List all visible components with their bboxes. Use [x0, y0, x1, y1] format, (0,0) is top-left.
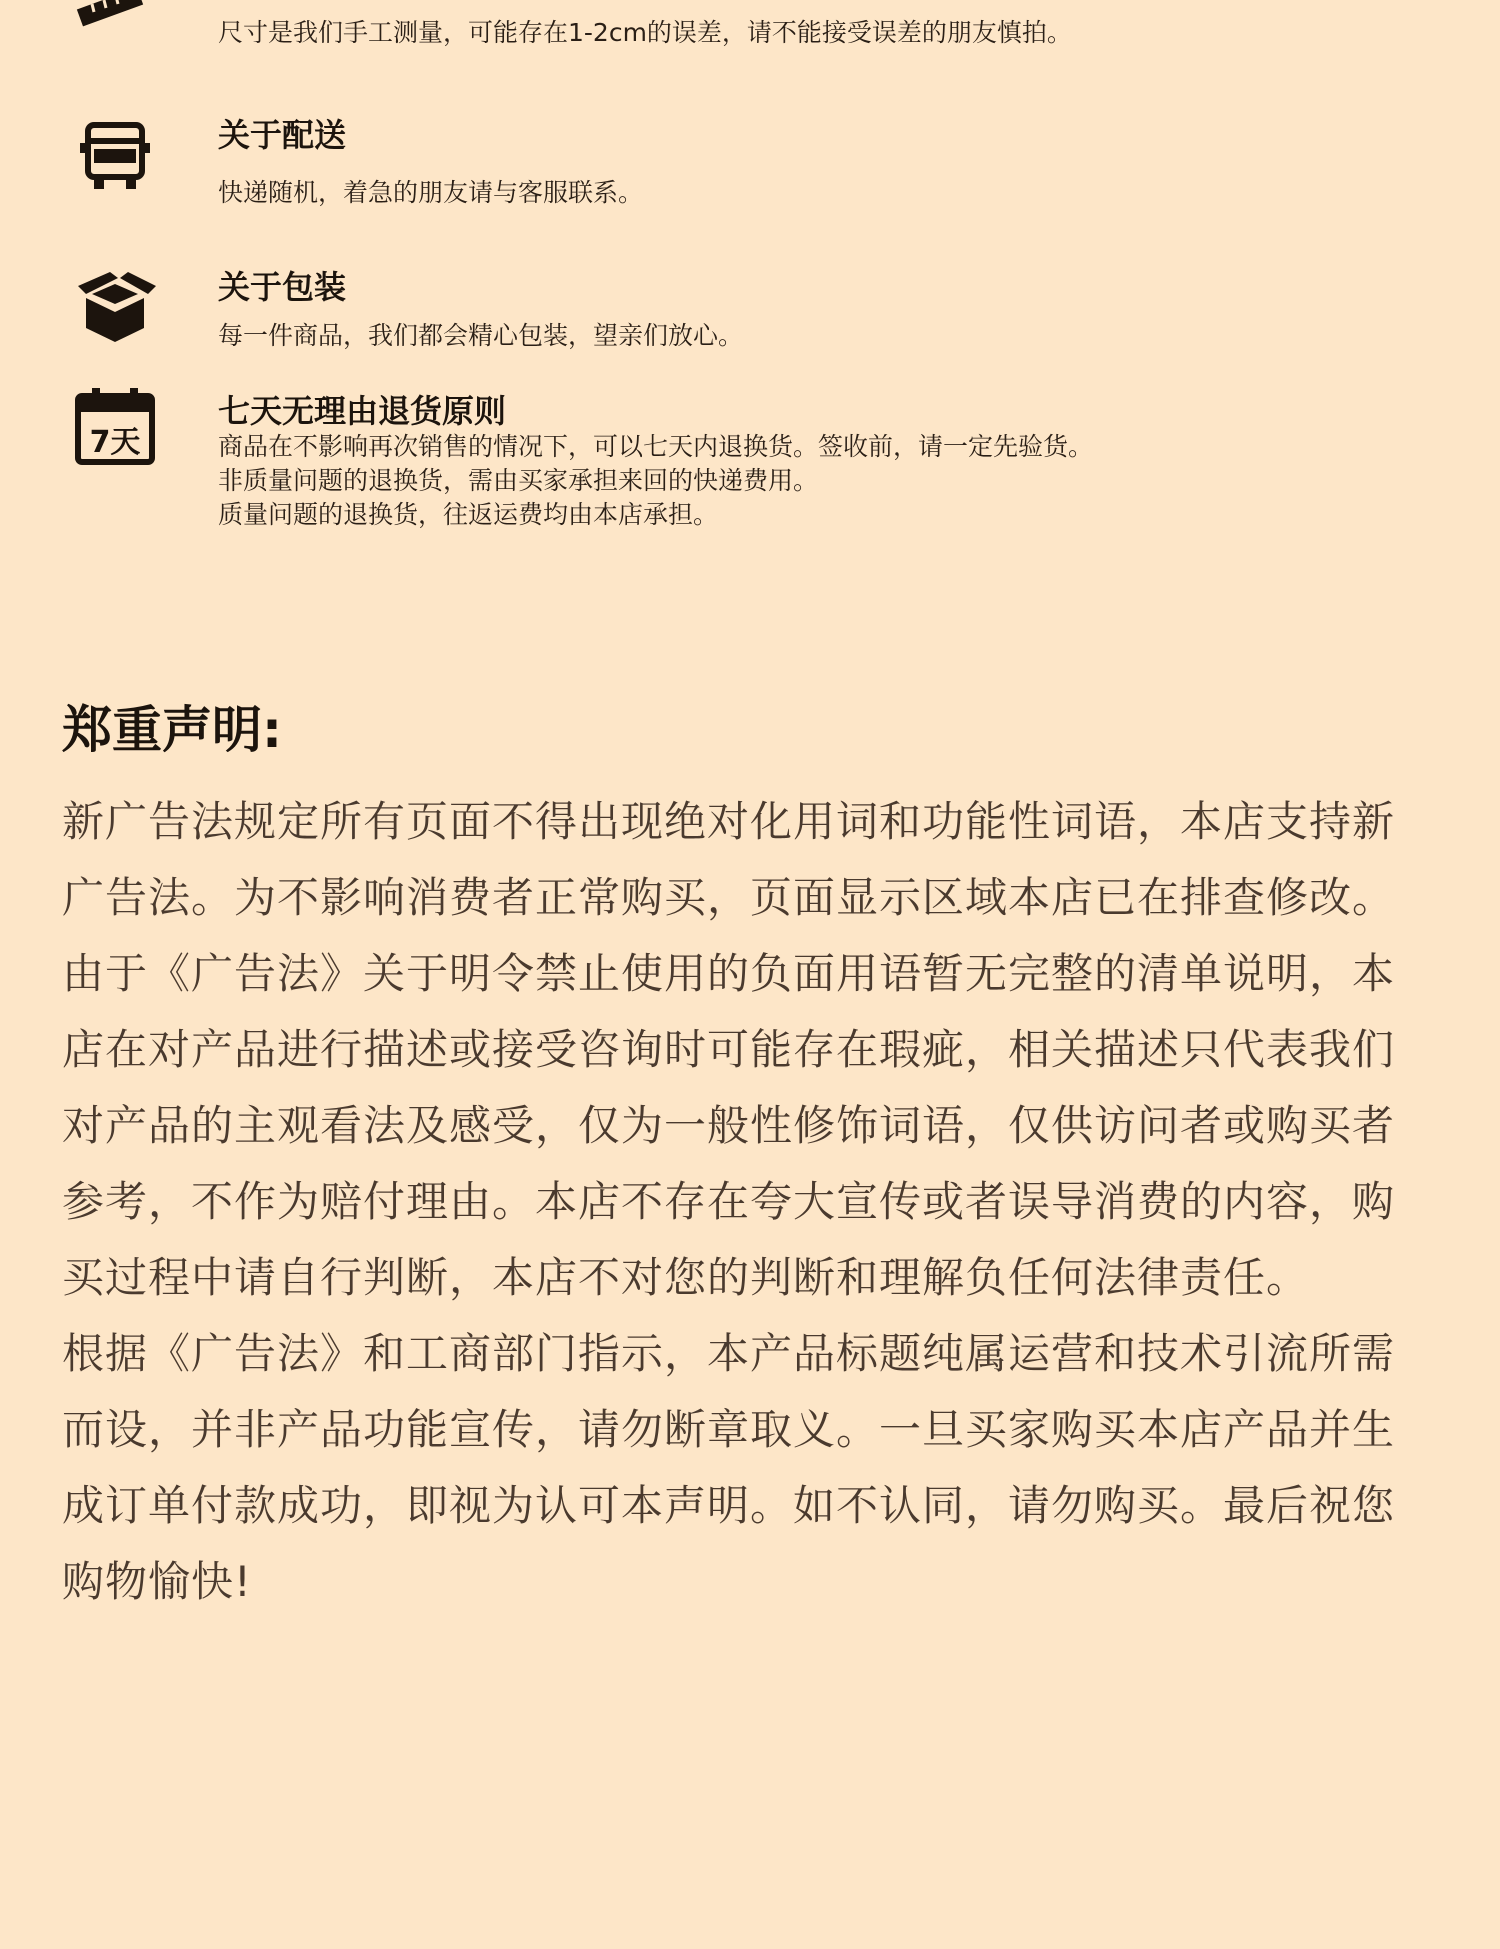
notice-delivery-text: 快递随机，着急的朋友请与客服联系。: [218, 178, 644, 207]
declaration-line: 成订单付款成功，即视为认可本声明。如不认同，请勿购买。最后祝您: [62, 1481, 1396, 1530]
declaration-body: [62, 784, 1452, 1620]
notice-packaging-text: 每一件商品，我们都会精心包装，望亲们放心。: [218, 321, 744, 350]
notice-return-title: 七天无理由退货原则: [218, 392, 507, 430]
notice-return-line-1: 商品在不影响再次销售的情况下，可以七天内退换货。签收前，请一定先验货。: [218, 432, 1094, 461]
declaration-line: 购物愉快!: [62, 1557, 252, 1606]
notice-return-line-2: 非质量问题的退换货，需由买家承担来回的快递费用。: [218, 466, 819, 495]
notice-packaging-title: 关于包装: [218, 268, 347, 306]
box-icon: [70, 258, 160, 348]
calendar-7-days-icon: [70, 382, 160, 472]
truck-icon: [70, 113, 160, 203]
declaration-title: 郑重声明:: [62, 701, 282, 759]
notice-measurement-text: 尺寸是我们手工测量，可能存在1-2cm的误差，请不能接受误差的朋友慎拍。: [218, 18, 1072, 47]
declaration-line: 而设，并非产品功能宣传，请勿断章取义。一旦买家购买本店产品并生: [62, 1405, 1396, 1454]
declaration-line: 广告法。为不影响消费者正常购买，页面显示区域本店已在排查修改。: [62, 873, 1396, 922]
declaration-line: 新广告法规定所有页面不得出现绝对化用词和功能性词语，本店支持新: [62, 797, 1396, 846]
notice-return-line-3: 质量问题的退换货，往返运费均由本店承担。: [218, 500, 719, 529]
declaration-line: 店在对产品进行描述或接受咨询时可能存在瑕疵，相关描述只代表我们: [62, 1025, 1396, 1074]
declaration-line: 参考，不作为赔付理由。本店不存在夸大宣传或者误导消费的内容，购: [62, 1177, 1396, 1226]
ruler-pencil-icon: [70, 0, 160, 50]
declaration-line: 由于《广告法》关于明令禁止使用的负面用语暂无完整的清单说明，本: [62, 949, 1396, 998]
declaration-line: 对产品的主观看法及感受，仅为一般性修饰词语，仅供访问者或购买者: [62, 1101, 1396, 1150]
notice-delivery-title: 关于配送: [218, 116, 347, 154]
declaration-line: 买过程中请自行判断，本店不对您的判断和理解负任何法律责任。: [62, 1253, 1310, 1302]
declaration-line: 根据《广告法》和工商部门指示，本产品标题纯属运营和技术引流所需: [62, 1329, 1396, 1378]
calendar-icon-label: 7天: [89, 425, 141, 460]
